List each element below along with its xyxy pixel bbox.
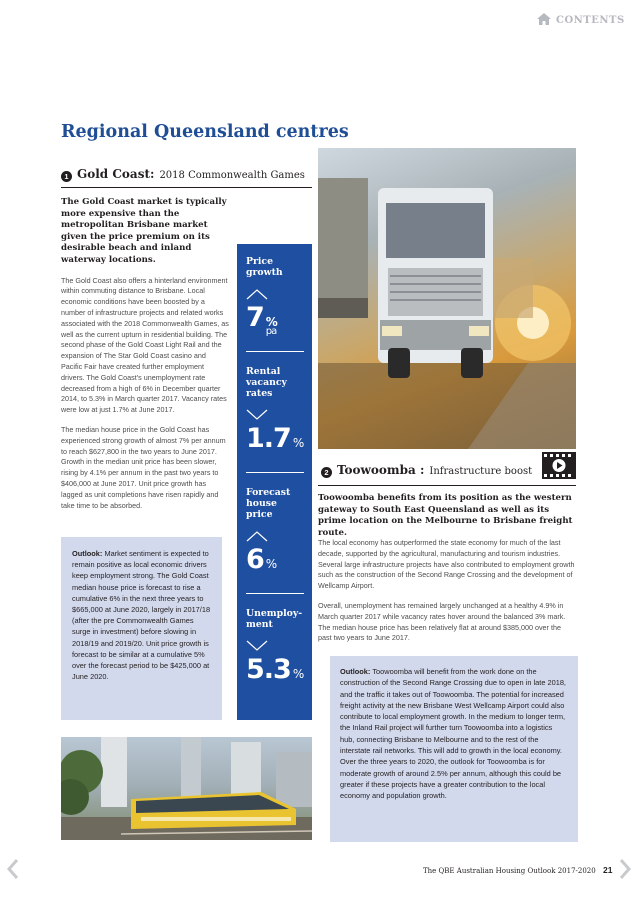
stat-unit-top: % [265,315,277,329]
body-paragraph: The local economy has outperformed the state economy for much of the last decade, supported by the agricultural, manufacturing and tourism industries. Several large infrastructure projects have also contributed to employment growth such as the construction of the Second Range Crossing and the development of Wellcamp Airport. [318,538,575,591]
stat-number: 6 [246,544,264,575]
outlook-text: Toowoomba will benefit from the work done on the construction of the Second Range Crossing due to open in late 2018, and the traffic it takes out of Toowoomba. The potential for increased freight activity at the new Brisbane West Wellcamp Airport could also contribute to local employment growth. In the medium to longer term, the Inland Rail project will further turn Toowoomba into a logistics hub, connecting Brisbane to Melbourne and to the rest of the interstate rail networks. This will add to growth in the local economy. Over the three years to 2020, the outlook for Toowoomba is for moderate growth of around 2.5% per annum, although this could be greater if these projects have a greater contribution to the local economy and population growth. [340,667,566,801]
divider [246,472,304,473]
section-subtitle: 2018 Commonwealth Games [159,170,305,181]
gold-coast-outlook-box [61,537,222,720]
home-icon [536,12,552,29]
chevron-left-icon [6,858,20,880]
up-arrow-icon [246,530,268,542]
body-paragraph: The median house price in the Gold Coast has experienced strong growth of almost 7% per annum to reach $627,800 in the two years to June 2017. Growth in the median unit price has been slower, rising by 4.1% per annum in the past two years to $406,000 at June 2017. Unit price growth has lagged as unit completions have risen rapidly and take time to be absorbed. [61,424,226,510]
body-paragraph: The Gold Coast also offers a hinterland environment within commuting distance to Brisbane. Local economic conditions have been boosted by a number of infrastructure projects and related works associated with the 2018 Commonwealth Games, as well as the current upturn in residential building. The second phase of the Gold Coast Light Rail and the expansion of The Star Gold Coast casino and Pacific Fair have created further employment drivers. The Gold Coast's unemployment rate decreased from a high of 6% in December quarter 2014, to 5.3% in March quarter 2017. Vacancy rates were low at just 1.7% at June 2017. [61,275,229,415]
down-arrow-icon [246,640,268,652]
video-play-icon[interactable] [542,452,576,479]
key-stats-panel [237,244,312,720]
stat-value [246,424,304,458]
stat-value [246,545,304,579]
stat-rental-vacancy [246,366,304,458]
section-subtitle: Infrastructure boost [429,466,533,477]
contents-link[interactable] [536,12,625,29]
stat-label: Forecast house price [246,487,291,520]
toowoomba-heading [321,463,532,477]
stat-unit [266,317,277,337]
publication-title: The QBE Australian Housing Outlook 2017-2020 [423,867,596,875]
stat-label: Price growth [246,256,283,278]
light-rail-photo [61,737,312,840]
stat-number: 7 [246,302,264,333]
body-paragraph: Overall, unemployment has remained largely unchanged at a healthy 4.9% in March quarter 2017 while vacancy rates hover around the balanced 3% mark. The median house price has been relatively flat at around $385,000 over the past two years to June 2017. [318,600,566,643]
lead-paragraph: The Gold Coast market is typically more expensive than the metropolitan Brisbane market given the price premium on its desirable beach and inland waterway locations. [61,197,227,265]
divider [246,593,304,594]
section-number-badge: 2 [321,467,332,478]
next-page-button[interactable] [618,858,632,880]
toowoomba-body [318,538,576,644]
contents-label: CONTENTS [556,15,625,26]
stat-label: Unemploy-ment [246,608,303,630]
section-name: Toowoomba : [337,463,425,477]
stat-unit: % [292,436,305,450]
stat-value [246,655,304,689]
outlook-label: Outlook: [340,667,371,676]
toowoomba-outlook-box [330,656,578,842]
gold-coast-body [61,197,229,511]
stat-value [246,303,304,337]
stat-unit: % [292,667,305,681]
gold-coast-heading [61,167,305,181]
down-arrow-icon [246,409,268,421]
previous-page-button[interactable] [6,858,20,880]
stat-number: 1.7 [246,423,291,454]
page-title: Regional Queensland centres [61,122,349,142]
section-number-badge: 1 [61,171,72,182]
divider [318,485,576,486]
lead-paragraph: Toowoomba benefits from its position as the western gateway to South East Queensland as well as its prime location on the Melbourne to Brisbane freight route. [318,493,573,538]
stat-unemployment [246,608,304,689]
up-arrow-icon [246,288,268,300]
page-number: 21 [603,865,613,875]
divider [61,187,312,188]
outlook-label: Outlook: [72,549,103,558]
stat-forecast-house-price [246,487,304,579]
section-name: Gold Coast: [77,167,155,181]
chevron-right-icon [618,858,632,880]
stat-price-growth [246,256,304,337]
stat-number: 5.3 [246,654,291,685]
stat-label: Rental vacancy rates [246,366,287,399]
truck-photo [318,148,576,449]
stat-unit-bottom: pa [265,326,277,337]
divider [246,351,304,352]
stat-unit: % [265,557,278,571]
outlook-text: Market sentiment is expected to remain positive as local economic drivers keep employment strong. The Gold Coast median house price is forecast to rise a cumulative 6% in the next three years to $665,000 at June 2020, largely in 2017/18 (after the pre Commonwealth Games surge in investment) before slowing in 2018/19 and 2019/20. Unit price growth is forecast to be similar at a cumulative 5% over the forecast period to be $425,000 at June 2020. [72,549,211,682]
